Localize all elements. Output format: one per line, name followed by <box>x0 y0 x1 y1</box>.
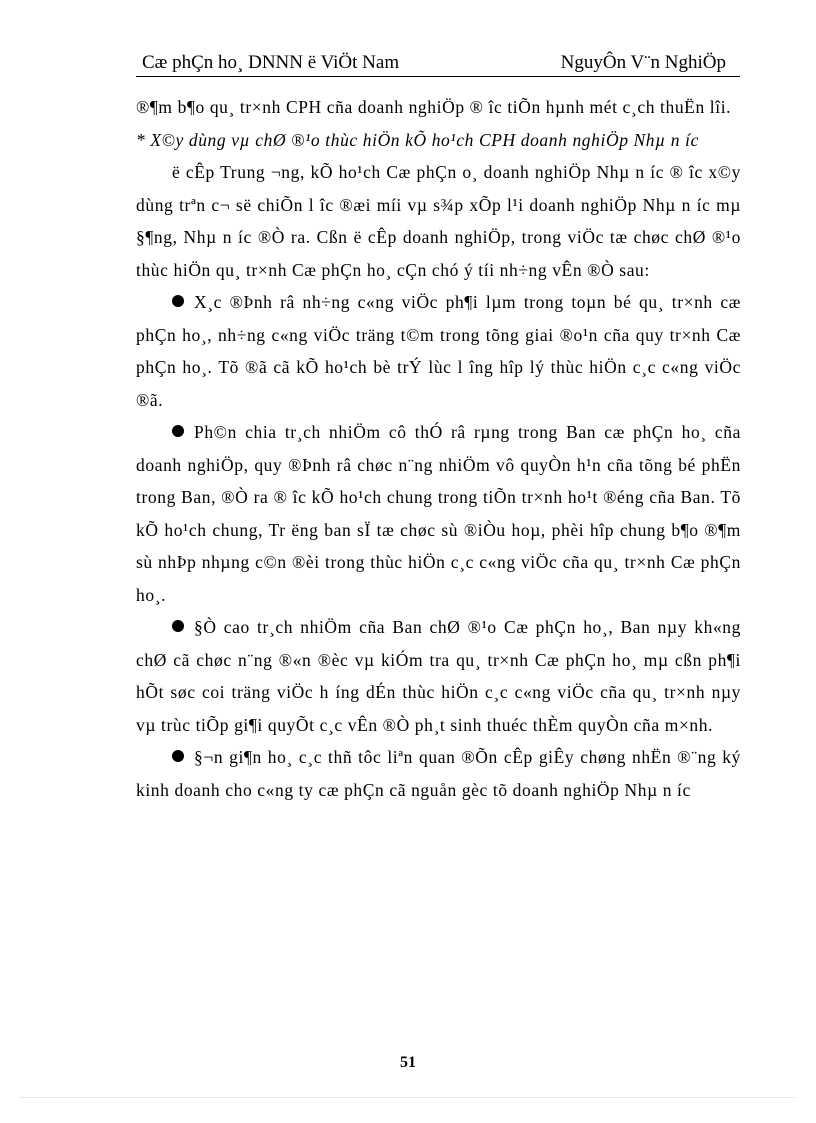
page-number: 51 <box>400 1054 416 1071</box>
bullet-text: §Ò cao tr¸ch nhiÖm cña Ban chØ ®¹o Cæ phÇn ho¸, Ban nµy kh«ng chØ cã chøc n¨ng ®«n ®èc vµ kiÓm tra qu¸ tr×nh Cæ phÇn ho¸ mµ cßn ph¶i hÕt søc coi träng viÖc h íng dÉn thùc hiÖn c¸c c«ng viÖc cña qu¸ tr×nh nµy vµ trùc tiÕp gi¶i quyÕt c¸c vÊn ®Ò ph¸t sinh thuéc thÈm quyÒn cña m×nh. <box>136 617 741 735</box>
paragraph-continuation: ®¶m b¶o qu¸ tr×nh CPH cña doanh nghiÖp ® îc tiÕn hµnh mét c¸ch thuËn lîi. <box>136 97 732 117</box>
header-title: Cæ phÇn ho¸ DNNN ë ViÖt Nam <box>142 52 400 73</box>
bullet-text: X¸c ®Þnh râ nh÷ng c«ng viÖc ph¶i lµm trong toµn bé qu¸ tr×nh cæ phÇn ho¸, nh÷ng c«ng viÖc träng t©m trong tõng giai ®o¹n cña quy tr×nh Cæ phÇn ho¸. Tõ ®ã cã kÕ ho¹ch bè trÝ lùc l îng hîp lý thùc hiÖn c¸c c«ng viÖc ®ã. <box>136 292 741 410</box>
bullet-icon <box>172 620 184 632</box>
bullet-paragraph <box>136 741 741 806</box>
bullet-icon <box>172 750 184 762</box>
header-author: NguyÔn V¨n NghiÖp <box>560 52 726 73</box>
bullet-text: Ph©n chia tr¸ch nhiÖm cô thÓ râ rµng trong Ban cæ phÇn ho¸ cña doanh nghiÖp, quy ®Þnh râ chøc n¨ng nhiÖm vô quyÒn h¹n cña tõng bé phËn trong Ban, ®Ò ra ® îc kÕ ho¹ch chung trong tiÕn tr×nh ho¹t ®éng cña Ban. Tõ kÕ ho¹ch chung, Tr ëng ban sÏ tæ chøc sù ®iÒu hoµ, phèi hîp chung b¶o ®¶m sù nhÞp nhµng c©n ®èi trong thùc hiÖn c¸c c«ng viÖc cña qu¸ tr×nh Cæ phÇn ho¸. <box>136 422 741 605</box>
bullet-paragraph <box>136 611 741 741</box>
bullet-paragraph <box>136 286 741 416</box>
page-bottom-divider <box>20 1097 796 1098</box>
paragraph: ë cÊp Trung ¬ng, kÕ ho¹ch Cæ phÇn o¸ doanh nghiÖp Nhµ n íc ® îc x©y dùng trªn c¬ së chiÕn l îc ®æi míi vµ s¾p xÕp l¹i doanh nghiÖp Nhµ n íc mµ §¶ng, Nhµ n íc ®Ò ra. Cßn ë cÊp doanh nghiÖp, trong viÖc tæ chøc chØ ®¹o thùc hiÖn qu¸ tr×nh Cæ phÇn ho¸ cÇn chó ý tíi nh÷ng vÊn ®Ò sau: <box>136 162 741 280</box>
bullet-paragraph <box>136 416 741 611</box>
running-header <box>136 50 740 77</box>
bullet-text: §¬n gi¶n ho¸ c¸c thñ tôc liªn quan ®Õn cÊp giÊy chøng nhËn ®¨ng ký kinh doanh cho c«ng ty cæ phÇn cã nguån gèc tõ doanh nghiÖp Nhµ n íc <box>136 747 741 800</box>
body-text <box>136 91 741 806</box>
bullet-icon <box>172 425 184 437</box>
section-heading: * X©y dùng vµ chØ ®¹o thùc hiÖn kÕ ho¹ch CPH doanh nghiÖp Nhµ n íc <box>136 129 699 150</box>
bullet-icon <box>172 295 184 307</box>
